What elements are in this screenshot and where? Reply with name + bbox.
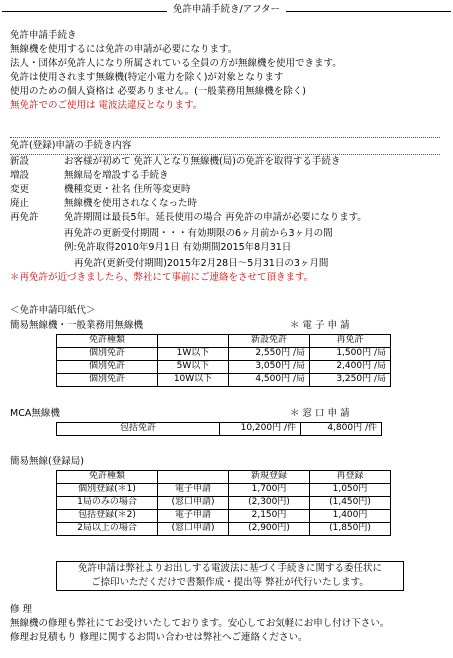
registration-key: 再免許	[10, 212, 39, 223]
table-cell: 10W以下	[158, 374, 229, 387]
registration-value: 無線機を使用されなくなった時	[64, 198, 198, 209]
registration-value: お客様が初めて 免許人となり無線機(局)の免許を取得する手続き	[64, 156, 341, 167]
registration-heading-text: 免許(登録)申請の手続き内容	[10, 140, 132, 151]
table-cell: 2局以上の場合	[57, 523, 158, 536]
table-cell: 10,200円 /件	[220, 423, 301, 436]
table-header: 再登録	[310, 471, 391, 484]
renew-line: 再免許(更新受付期間)2015年2月28日～5月31日の3ヶ月間	[74, 258, 329, 269]
fees-heading: ＜免許申請印紙代＞	[10, 305, 96, 316]
header	[0, 4, 453, 16]
table-row	[57, 523, 391, 536]
table-row	[57, 348, 391, 361]
table-cell: 包括登録(＊2)	[57, 510, 158, 523]
registration-key: 変更	[10, 184, 30, 195]
section-divider	[10, 137, 440, 138]
registration-heading	[10, 140, 131, 152]
table-cell: (窓口申請)	[158, 523, 229, 536]
table-cell: 4,500円 /局	[229, 374, 310, 387]
table-cell: 2,550円 /局	[229, 348, 310, 361]
procedure-line: 法人・団体が免許人になり所属されている全員の方が無線機を使用できます。	[10, 58, 342, 69]
registration-value: 機種変更・社名 住所等変更時	[64, 184, 191, 195]
table-row	[57, 361, 391, 374]
table-cell: 1W以下	[158, 348, 229, 361]
fees-mca-title: MCA無線機	[10, 408, 60, 419]
repair-line: 無線機の修理も弊社にてお受けいたしております。安心してお気軽にお申し付け下さい。	[10, 618, 390, 629]
table-cell: 包括免許	[57, 423, 220, 436]
table-header: 免許種類	[57, 335, 158, 348]
table-cell: 1,050円	[310, 484, 391, 497]
table-cell: 個別免許	[57, 348, 158, 361]
table-cell: 1,700円	[229, 484, 310, 497]
fees-mca-method: ＊ 窓 口 申 請	[290, 408, 350, 419]
table-cell: 個別登録(＊1)	[57, 484, 158, 497]
table-header: 新規登録	[229, 471, 310, 484]
repair-heading: 修 理	[10, 604, 33, 615]
procedure-line: 免許は使用されます無線機(特定小電力を除く)が対象となります	[10, 72, 284, 83]
renew-warning: ＊再免許が近づきましたら、弊社にて事前にご連絡をさせて頂きます。	[10, 272, 314, 283]
table-cell: 2,400円 /局	[310, 361, 391, 374]
table-header: 新設免許	[229, 335, 310, 348]
fee-table-registered	[56, 470, 391, 536]
procedure-warning: 無免許でのご使用は 電波法違反となります。	[10, 100, 203, 111]
table-cell: 個別免許	[57, 361, 158, 374]
fee-table-mca	[56, 422, 382, 436]
renew-line: 再免許の更新受付期間・・・有効期限の6ヶ月前から3ヶ月の間	[64, 228, 333, 239]
repair-section	[10, 604, 389, 646]
table-cell: 3,250円 /局	[310, 374, 391, 387]
table-cell: 3,050円 /局	[229, 361, 310, 374]
table-cell: 個別免許	[57, 374, 158, 387]
fees-registered-title: 簡易無線(登録局)	[10, 456, 84, 467]
table-row	[57, 423, 382, 436]
proxy-note	[56, 561, 404, 591]
proxy-note-line: ご捺印いただくだけで書類作成・提出等 弊社が代行いたします。	[91, 577, 369, 588]
registration-key: 増設	[10, 170, 30, 181]
table-cell: (1,850円)	[310, 523, 391, 536]
table-header-row	[57, 335, 391, 348]
table-cell: 1局のみの場合	[57, 497, 158, 510]
registration-value: 免許期間は最長5年。延長使用の場合 再免許の申請が必要になります。	[64, 212, 367, 223]
table-header-row	[57, 471, 391, 484]
table-cell: (窓口申請)	[158, 497, 229, 510]
repair-line: 修理お見積もり 修理に関するお問い合わせは弊社へご連絡ください。	[10, 632, 308, 643]
renew-line: 例:免許取得2010年9月1日 有効期間2015年8月31日	[64, 242, 292, 253]
table-header: 再免許	[310, 335, 391, 348]
table-cell: 1,400円	[310, 510, 391, 523]
section-divider	[10, 154, 440, 155]
table-row	[57, 374, 391, 387]
table-cell: (1,450円)	[310, 497, 391, 510]
procedure-section	[10, 30, 342, 114]
page-title: 免許申請手続き/アフター	[167, 4, 286, 15]
table-cell: 4,800円 /件	[301, 423, 382, 436]
table-cell: 1,500円 /局	[310, 348, 391, 361]
procedure-line: 無線機を使用するには免許の申請が必要になります。	[10, 44, 238, 55]
table-cell: 5W以下	[158, 361, 229, 374]
proxy-note-line: 免許申請は弊社よりお出しする電波法に基づく手続きに関する委任状に	[77, 563, 382, 574]
fee-table-general	[56, 334, 391, 387]
table-cell: (2,900円)	[229, 523, 310, 536]
registration-key: 新設	[10, 156, 30, 167]
table-header: 免許種類	[57, 471, 158, 484]
registration-value: 無線局を増設する手続き	[64, 170, 169, 181]
table-cell: 2,150円	[229, 510, 310, 523]
fees-general-method: ＊ 電 子 申 請	[290, 320, 350, 331]
table-header	[158, 471, 229, 484]
procedure-heading: 免許申請手続き	[10, 30, 77, 41]
table-cell: 電子申請	[158, 510, 229, 523]
table-header	[158, 335, 229, 348]
table-cell: 電子申請	[158, 484, 229, 497]
table-row	[57, 497, 391, 510]
table-cell: (2,300円)	[229, 497, 310, 510]
procedure-line: 使用のための個人資格は 必要ありません。(一般業務用無線機を除く)	[10, 86, 307, 97]
table-row	[57, 510, 391, 523]
fees-general-title: 簡易無線機・一般業務用無線機	[10, 320, 144, 331]
table-row	[57, 484, 391, 497]
registration-key: 廃止	[10, 198, 30, 209]
